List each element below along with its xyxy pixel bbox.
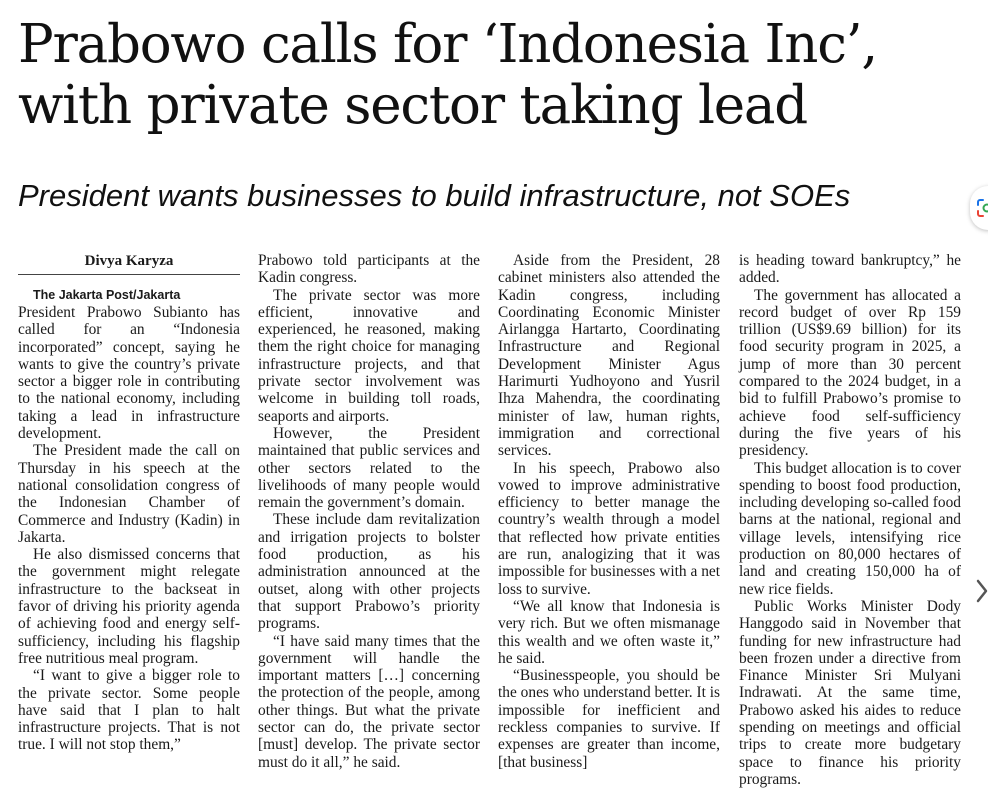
paragraph: “I want to give a bigger role to the private sector. Some people have said that I plan to halt infrastructure projects. That is not true. I will not stop them,” (18, 667, 240, 754)
byline: Divya Karyza (18, 252, 240, 275)
paragraph: Public Works Minister Dody Hanggodo said in November that funding for new infrastructure had been frozen under a directive from Finance Minister Sri Mulyani Indrawati. At the same time, Prabowo asked his aides to reduce spending on meetings and official trips to create more budgetary space to finance his priority programs. (739, 597, 961, 788)
article-column-1 (18, 252, 240, 754)
headline-line-2: with private sector taking lead (18, 75, 808, 136)
lens-icon (974, 196, 988, 220)
lens-search-button[interactable] (970, 186, 988, 230)
paragraph: The private sector was more efficient, innovative and experienced, he reasoned, making them the right choice for managing infrastructure projects, and that private sector involvement was welcome in building toll roads, seaports and airports. (258, 286, 480, 425)
article-column-3 (498, 252, 720, 771)
paragraph: “Businesspeople, you should be the ones who understand better. It is impossible for inefficient and reckless companies to survive. If expenses are greater than income, [that business] (498, 667, 720, 771)
paragraph: “I have said many times that the government will handle the important matters […] concerning the protection of the people, among other things. But what the private sector can do, the private sector [must] develop. The private sector must do it all,” he said. (258, 632, 480, 771)
paragraph: The government has allocated a record budget of over Rp 159 trillion (US$9.69 billion) for its food security program in 2025, a jump of more than 30 percent compared to the 2024 budget, in a bid to fulfill Prabowo’s promise to achieve food self-sufficiency during the five years of his presidency. (739, 286, 961, 460)
paragraph: This budget allocation is to cover spending to boost food production, including developing so-called food barns at the national, regional and village levels, intensifying rice production on 80,000 hectares of land and creating 150,000 ha of new rice fields. (739, 459, 961, 598)
subheadline: President wants businesses to build infrastructure, not SOEs (18, 178, 851, 213)
article-column-4 (739, 252, 961, 788)
paragraph: He also dismissed concerns that the government might relegate infrastructure to the backseat in favor of driving his priority agenda of achieving food and energy self-sufficiency, including his flagship free nutritious meal program. (18, 546, 240, 667)
paragraph: President Prabowo Subianto has called for an “Indonesia incorporated” concept, saying he wants to give the country’s private sector a bigger role in contributing to the national economy, including taking a lead in infrastructure development. (18, 304, 240, 443)
paragraph: However, the President maintained that public services and other sectors related to the livelihoods of many people would remain the government’s domain. (258, 424, 480, 512)
paragraph: These include dam revitalization and irrigation projects to bolster food production, as his administration announced at the outset, along with other projects that support Prabowo’s priority programs. (258, 511, 480, 633)
chevron-right-icon[interactable] (976, 578, 988, 604)
paragraph: In his speech, Prabowo also vowed to improve administrative efficiency to better manage the country’s wealth through a model that reflected how private entities are run, analogizing that it was impossible for businesses with a net loss to survive. (498, 459, 720, 598)
article-column-2 (258, 252, 480, 771)
paragraph: The President made the call on Thursday in his speech at the national consolidation congress of the Indonesian Chamber of Commerce and Industry (Kadin) in Jakarta. (18, 442, 240, 546)
dateline: The Jakarta Post/Jakarta (33, 288, 181, 302)
paragraph: Aside from the President, 28 cabinet ministers also attended the Kadin congress, including Coordinating Economic Minister Airlangga Hartarto, Coordinating Infrastructure and Regional Development Minister Agus Harimurti Yudhoyono and Yusril Ihza Mahendra, the coordinating minister of law, human rights, immigration and correctional services. (498, 252, 720, 460)
headline-line-1: Prabowo calls for ‘Indonesia Inc’, (18, 14, 877, 75)
paragraph: Prabowo told participants at the Kadin congress. (258, 252, 480, 287)
headline (18, 14, 968, 136)
paragraph: is heading toward bankruptcy,” he added. (739, 252, 961, 287)
paragraph: “We all know that Indonesia is very rich. But we often mismanage this wealth and we often waste it,” he said. (498, 597, 720, 667)
